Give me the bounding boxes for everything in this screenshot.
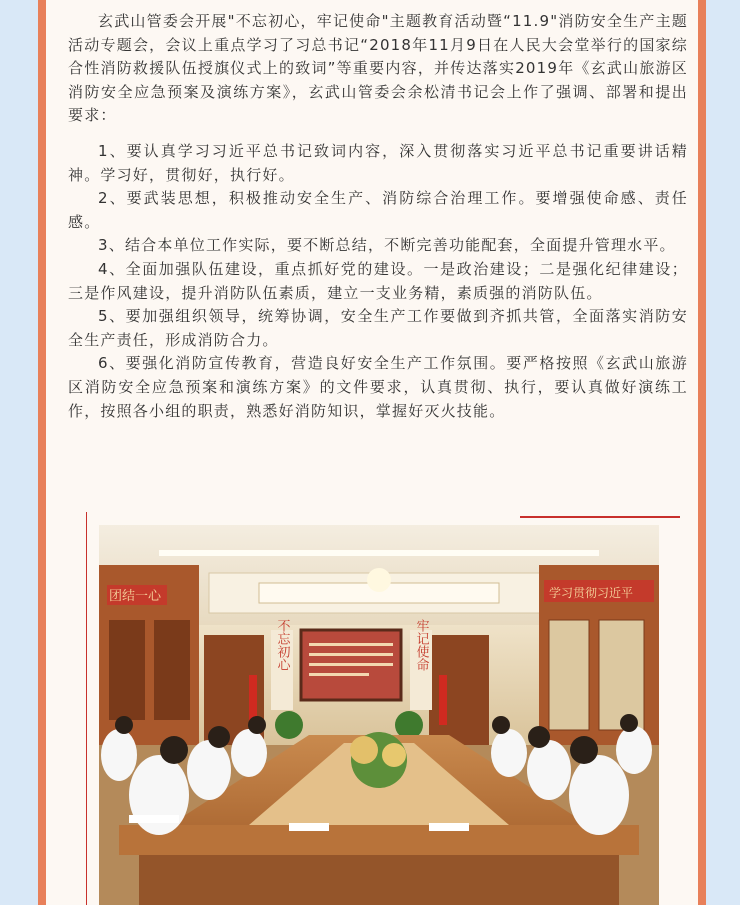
meeting-photo	[99, 525, 659, 905]
article-point-4: 4、全面加强队伍建设，重点抓好党的建设。一是政治建设；二是强化纪律建设；三是作风建设，提升消防队伍素质，建立一支业务精，素质强的消防队伍。	[68, 259, 688, 302]
meeting-photo-illustration	[99, 525, 659, 905]
article-point-1: 1、要认真学习习近平总书记致词内容，深入贯彻落实习近平总书记重要讲话精神。学习好，贯彻好，执行好。	[68, 141, 688, 184]
frame-accent-line-top	[520, 516, 680, 518]
photo-frame	[86, 512, 688, 905]
banner-left-text: 不忘初心	[274, 619, 290, 671]
article-point-2: 2、要武装思想，积极推动安全生产、消防综合治理工作。要增强使命感、责任感。	[68, 189, 688, 231]
frame-accent-line-left	[86, 512, 87, 905]
article-panel	[46, 0, 698, 905]
article-intro: 玄武山管委会开展"不忘初心，牢记使命"主题教育活动暨“11.9"消防安全生产主题活动专题会，会议上重点学习了习总书记“2018年11月9日在人民大会堂举行的国家综合性消防救援队伍授旗仪式上的致词”等重要内容，并传达落实2019年《玄武山旅游区消防安全应急预案及演练方案》，玄武山管委会余松清书记会上作了强调、部署和提出要求：	[68, 12, 688, 125]
article-body	[68, 10, 688, 423]
wall-text-left: 团结一心	[109, 589, 162, 604]
article-point-3: 3、结合本单位工作实际，要不断总结，不断完善功能配套，全面提升管理水平。	[98, 236, 676, 255]
banner-right-text: 牢记使命	[413, 619, 429, 671]
page-border	[38, 0, 706, 905]
article-point-5: 5、要加强组织领导，统筹协调，安全生产工作要做到齐抓共管，全面落实消防安全生产责任，形成消防合力。	[68, 307, 688, 349]
wall-text-right: 学习贯彻习近平	[549, 586, 634, 600]
article-point-6: 6、要强化消防宣传教育，营造良好安全生产工作氛围。要严格按照《玄武山旅游区消防安全应急预案和演练方案》的文件要求，认真贯彻、执行，要认真做好演练工作，按照各小组的职责，熟悉好消防知识，掌握好灭火技能。	[68, 354, 688, 420]
